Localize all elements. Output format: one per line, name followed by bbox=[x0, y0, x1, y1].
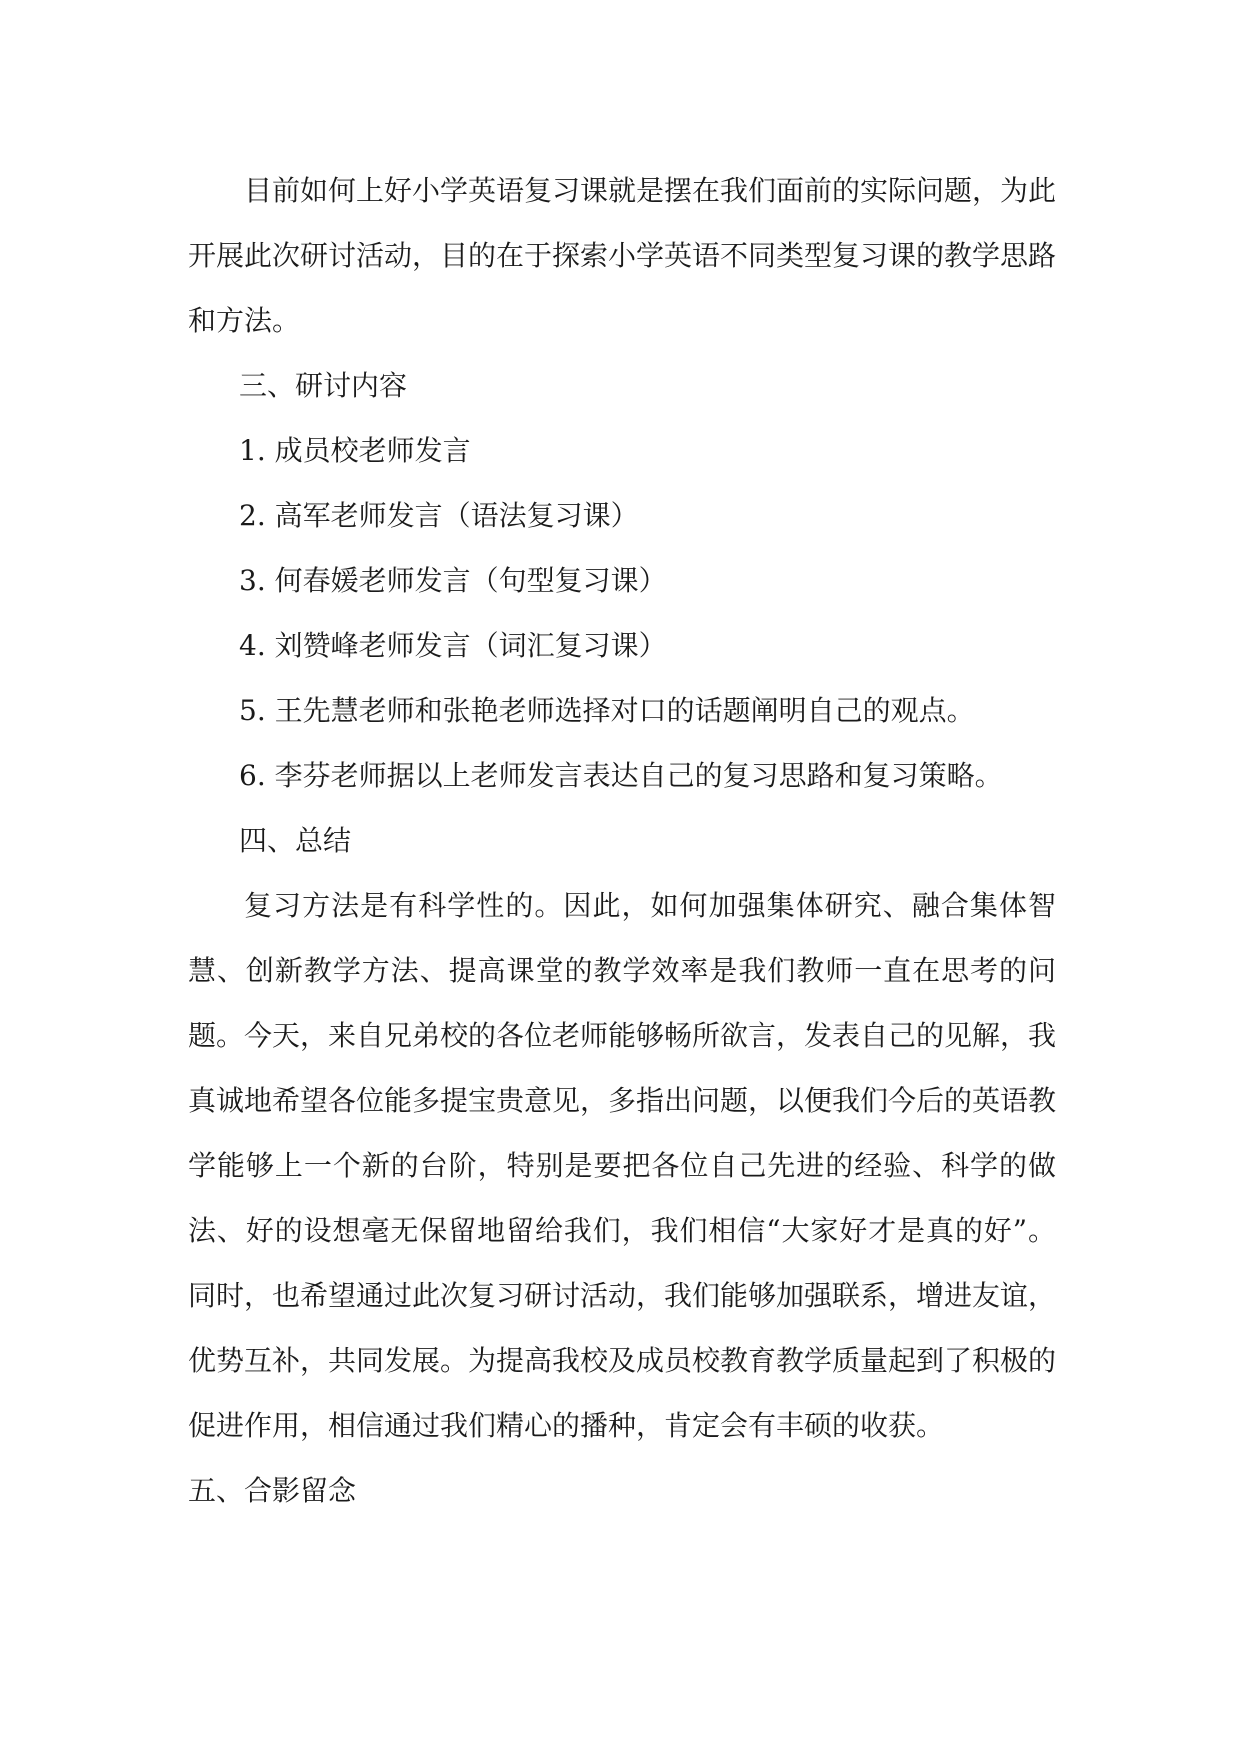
list-item: 1. 成员校老师发言 bbox=[239, 434, 471, 467]
list-item: 4. 刘赞峰老师发言（词汇复习课） bbox=[239, 629, 667, 662]
intro-paragraph: 目前如何上好小学英语复习课就是摆在我们面前的实际问题，为此开展此次研讨活动，目的在于探索小学英语不同类型复习课的教学思路和方法。 bbox=[188, 174, 1057, 337]
section-heading-summary: 四、总结 bbox=[239, 824, 352, 857]
section-heading-research-content: 三、研讨内容 bbox=[239, 369, 408, 402]
document-body bbox=[188, 158, 1056, 1523]
list-item: 6. 李芬老师据以上老师发言表达自己的复习思路和复习策略。 bbox=[239, 759, 1003, 792]
list-item: 5. 王先慧老师和张艳老师选择对口的话题阐明自己的观点。 bbox=[239, 694, 975, 727]
summary-paragraph: 复习方法是有科学性的。因此，如何加强集体研究、融合集体智慧、创新教学方法、提高课堂的教学效率是我们教师一直在思考的问题。今天，来自兄弟校的各位老师能够畅所欲言，发表自己的见解，我真诚地希望各位能多提宝贵意见，多指出问题，以便我们今后的英语教学能够上一个新的台阶，特别是要把各位自己先进的经验、科学的做法、好的设想毫无保留地留给我们，我们相信“大家好才是真的好”。同时，也希望通过此次复习研讨活动，我们能够加强联系，增进友谊，优势互补，共同发展。为提高我校及成员校教育教学质量起到了积极的促进作用，相信通过我们精心的播种，肯定会有丰硕的收获。 bbox=[188, 889, 1057, 1442]
list-item: 2. 高军老师发言（语法复习课） bbox=[239, 499, 639, 532]
list-item: 3. 何春媛老师发言（句型复习课） bbox=[239, 564, 667, 597]
section-heading-group-photo: 五、合影留念 bbox=[188, 1474, 357, 1507]
